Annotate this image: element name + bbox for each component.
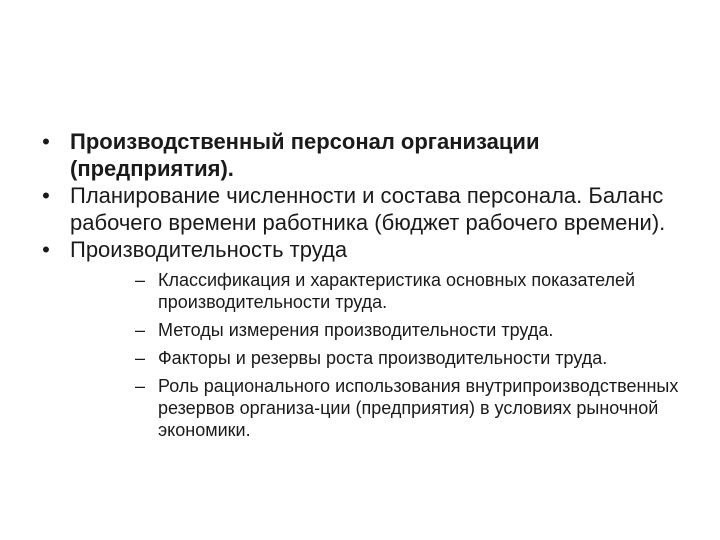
bullet-item bbox=[36, 182, 684, 236]
sub-bullet-text: Методы измерения производительности труда. bbox=[158, 320, 554, 340]
bullet-text: Планирование численности и состава персонала. Баланс рабочего времени работника (бюджет рабочего времени). bbox=[70, 183, 666, 235]
bullet-item bbox=[36, 236, 684, 441]
bullet-item bbox=[36, 128, 684, 182]
sub-bullet-text: Классификация и характеристика основных показателей производительности труда. bbox=[158, 270, 636, 312]
sub-bullet-item bbox=[130, 269, 684, 313]
bullet-marker: • bbox=[42, 129, 50, 154]
sub-bullet-item bbox=[130, 319, 684, 341]
sub-bullet-text: Факторы и резервы роста производительности труда. bbox=[158, 348, 608, 368]
sub-bullet-item bbox=[130, 375, 684, 441]
slide-content bbox=[36, 128, 684, 447]
dash-marker: – bbox=[134, 320, 145, 340]
bullet-text: Производственный персонал организации (предприятия). bbox=[70, 129, 540, 181]
sub-bullet-item bbox=[130, 347, 684, 369]
bullet-list bbox=[36, 128, 684, 441]
dash-marker: – bbox=[134, 270, 145, 290]
dash-marker: – bbox=[134, 348, 145, 368]
dash-marker: – bbox=[134, 376, 145, 396]
bullet-marker: • bbox=[42, 237, 50, 262]
bullet-marker: • bbox=[42, 183, 50, 208]
sub-bullet-text: Роль рационального использования внутрипроизводственных резервов организа-ции (предприятия) в условиях рыночной экономики. bbox=[158, 376, 679, 440]
sub-bullet-list bbox=[70, 269, 684, 441]
bullet-text: Производительность труда bbox=[70, 237, 348, 262]
